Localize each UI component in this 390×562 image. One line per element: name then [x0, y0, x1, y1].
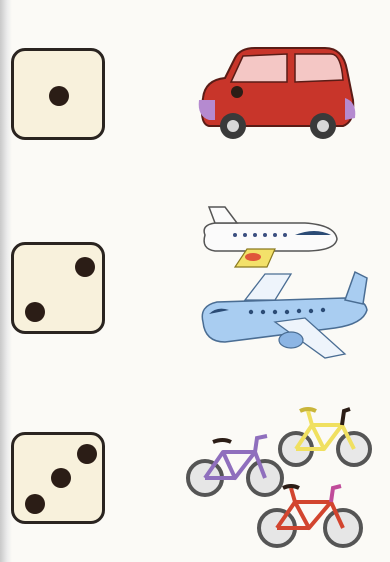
yellow-bicycle-icon[interactable] [278, 405, 373, 470]
die-pip [51, 468, 71, 488]
row-two [0, 160, 390, 360]
red-bicycle-icon[interactable] [255, 482, 365, 552]
die-three-dots[interactable] [11, 432, 105, 524]
die-pip [75, 257, 95, 277]
die-pip [49, 86, 69, 106]
row-three [0, 360, 390, 560]
small-airplane-icon[interactable] [195, 205, 345, 270]
row-one [0, 0, 390, 160]
large-airplane-icon[interactable] [195, 270, 375, 365]
die-pip [77, 444, 97, 464]
red-car-icon[interactable] [195, 40, 360, 150]
die-pip [25, 302, 45, 322]
die-one-dot[interactable] [11, 48, 105, 140]
die-pip [25, 494, 45, 514]
die-two-dots[interactable] [11, 242, 105, 334]
